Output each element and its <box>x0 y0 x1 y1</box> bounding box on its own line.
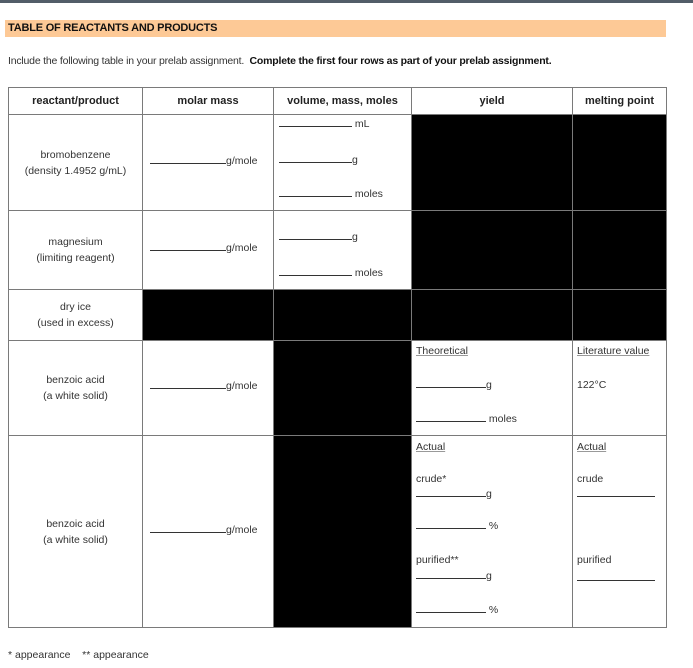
instruction-bold: Complete the first four rows as part of your prelab assignment. <box>249 55 552 67</box>
row-bromobenzene-amount-cell <box>273 114 412 211</box>
moles-blank[interactable] <box>279 188 383 200</box>
unit-label: g <box>352 154 358 166</box>
reactant-name: bromobenzene <box>40 148 111 161</box>
unit-label: g/mole <box>226 380 258 392</box>
reactant-note: (limiting reagent) <box>36 252 115 264</box>
instruction-text <box>8 55 551 67</box>
unit-label: g/mole <box>226 242 258 254</box>
unit-label: moles <box>488 413 517 425</box>
purified-mp-label: purified <box>577 554 612 566</box>
blocked-cell <box>273 289 412 341</box>
row-dry-ice-name-cell <box>8 289 143 341</box>
actual-mp-cell <box>572 435 667 628</box>
crude-label: crude* <box>416 473 447 485</box>
purified-label: purified** <box>416 554 459 566</box>
footnote-purified-appearance: ** appearance <box>82 649 149 661</box>
blocked-cell <box>273 435 412 628</box>
blocked-cell <box>411 114 573 211</box>
row-benzoic-actual-name-cell <box>8 435 143 628</box>
unit-label: g <box>486 570 492 582</box>
blocked-cell <box>572 114 667 211</box>
unit-label: moles <box>354 267 383 279</box>
top-window-bar <box>0 0 693 3</box>
mass-blank[interactable] <box>279 154 358 166</box>
header-volume-mass-moles: volume, mass, moles <box>273 87 412 115</box>
reactant-name: magnesium <box>48 236 103 248</box>
instruction-normal: Include the following table in your prelab assignment. <box>8 55 245 67</box>
header-reactant-product: reactant/product <box>8 87 143 115</box>
actual-mp-heading: Actual <box>577 441 607 453</box>
section-title: TABLE OF REACTANTS AND PRODUCTS <box>5 20 666 37</box>
unit-label: mL <box>354 118 370 130</box>
theoretical-heading: Theoretical <box>416 345 468 357</box>
theoretical-yield-cell <box>411 340 573 436</box>
unit-label: % <box>488 520 499 532</box>
row-benzoic-actual-molar-mass-cell <box>142 435 274 628</box>
reactant-note: (used in excess) <box>37 317 114 329</box>
footnote-crude-appearance: * appearance <box>8 649 71 661</box>
actual-yield-cell <box>411 435 573 628</box>
header-molar-mass: molar mass <box>142 87 274 115</box>
literature-mp-value: 122°C <box>577 379 607 391</box>
product-name: benzoic acid <box>46 517 105 530</box>
unit-label: g <box>352 231 358 243</box>
footnotes <box>8 649 149 661</box>
product-name: benzoic acid <box>46 374 105 386</box>
product-note: (a white solid) <box>43 533 108 546</box>
header-melting-point: melting point <box>572 87 667 115</box>
row-magnesium-amount-cell <box>273 210 412 290</box>
molar-mass-blank[interactable] <box>150 380 258 392</box>
crude-mp-label: crude <box>577 473 604 485</box>
row-magnesium-name-cell <box>8 210 143 290</box>
unit-label: g <box>486 379 492 391</box>
unit-label: % <box>488 604 499 616</box>
molar-mass-blank[interactable] <box>150 242 258 254</box>
product-note: (a white solid) <box>43 390 108 402</box>
crude-percent-blank[interactable] <box>416 520 498 532</box>
actual-yield-heading: Actual <box>416 441 446 453</box>
row-magnesium-molar-mass-cell <box>142 210 274 290</box>
unit-label: moles <box>354 188 383 200</box>
moles-blank[interactable] <box>279 267 383 279</box>
unit-label: g <box>486 488 492 500</box>
purified-mp-blank[interactable] <box>577 572 655 584</box>
literature-heading: Literature value <box>577 345 650 357</box>
volume-blank[interactable] <box>279 118 370 130</box>
blocked-cell <box>572 289 667 341</box>
reactant-note: (density 1.4952 g/mL) <box>24 164 127 177</box>
theoretical-mass-blank[interactable] <box>416 379 492 391</box>
molar-mass-blank[interactable] <box>150 155 258 167</box>
unit-label: g/mole <box>226 155 258 167</box>
row-benzoic-theoretical-name-cell <box>8 340 143 436</box>
blocked-cell <box>411 289 573 341</box>
purified-mass-blank[interactable] <box>416 570 492 582</box>
unit-label: g/mole <box>226 524 258 536</box>
molar-mass-blank[interactable] <box>150 524 258 536</box>
blocked-cell <box>142 289 274 341</box>
blocked-cell <box>572 210 667 290</box>
blocked-cell <box>411 210 573 290</box>
reactant-name: dry ice <box>60 301 91 313</box>
literature-mp-cell <box>572 340 667 436</box>
purified-percent-blank[interactable] <box>416 604 498 616</box>
row-bromobenzene-molar-mass-cell <box>142 114 274 211</box>
mass-blank[interactable] <box>279 231 358 243</box>
crude-mass-blank[interactable] <box>416 488 492 500</box>
blocked-cell <box>273 340 412 436</box>
row-benzoic-theoretical-molar-mass-cell <box>142 340 274 436</box>
row-bromobenzene-name-cell <box>8 114 143 211</box>
header-yield: yield <box>411 87 573 115</box>
crude-mp-blank[interactable] <box>577 488 655 500</box>
theoretical-moles-blank[interactable] <box>416 413 517 425</box>
